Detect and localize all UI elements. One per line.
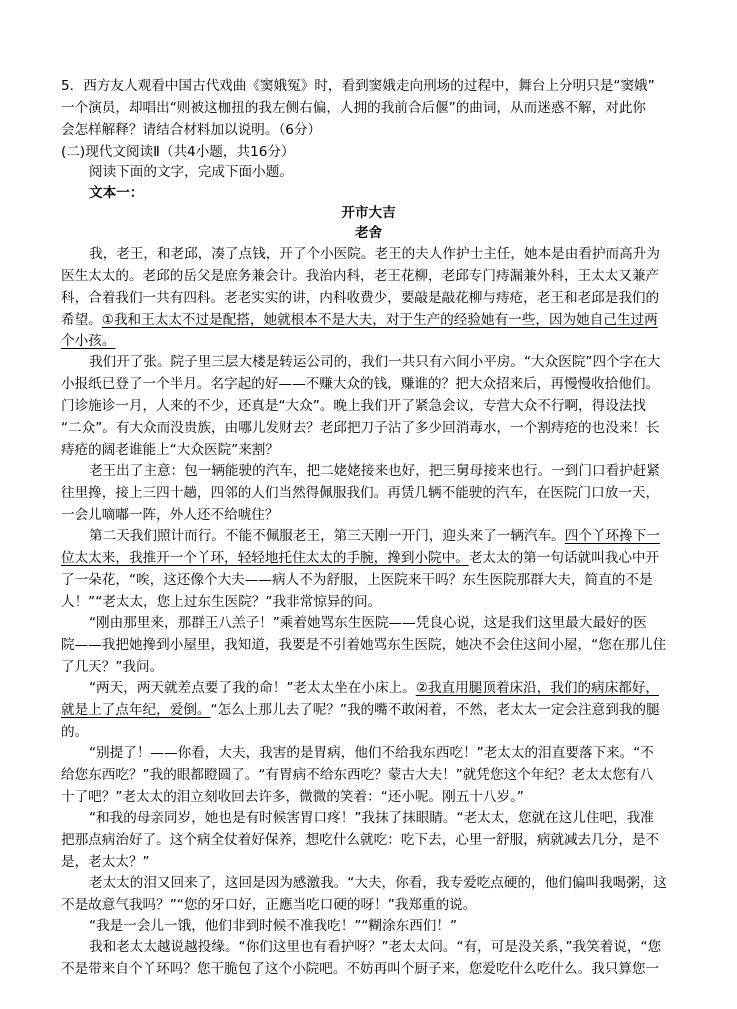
underlined-sentence-1: ①我和王太太不过是配搭，她就根本不是大夫，对于生产的经验她有一些，因为她自己生过两 [101,312,658,328]
paragraph-1-text: 希望。 [61,312,102,328]
paragraph-4-line-2 [61,548,659,569]
paragraph-5-line-3: 了几天？”我问。 [61,659,164,675]
paragraph-5-line-2: 院——我把她搀到小屋里，我知道，我要是不引着她骂东生医院，她决不会住这间小屋，“您在那儿住 [61,637,667,653]
paragraph-2-line-1: 我们开了张。院子里三层大楼是转运公司的，我们一共只有六间小平房。“大众医院”四个字在大 [89,354,661,370]
paragraph-1-line-1: 我，老王，和老邱，凑了点钱，开了个小医院。老王的夫人作护士主任，她本是由看护而高升为 [89,246,660,262]
question-5-line-2: 一个演员，却唱出“则被这枷扭的我左侧右偏，人拥的我前合后偃”的曲词，从而迷惑不解，对此你 [61,100,647,116]
paragraph-2-line-4: “二众”。有大众而没贵族，由哪儿发财去？老邱把刀子沾了多少回消毒水，一个割痔疮的也没来！长 [61,420,660,436]
paragraph-4-text: 第二天我们照计而行。不能不佩服老王，第三天刚一开门，迎头来了一辆汽车。 [89,528,565,544]
paragraph-7-line-2: 给您东西吃？”我的眼都瞪圆了。“有胃病不给东西吃？蒙古大夫！”就凭您这个年纪？老太太您有八 [61,767,654,783]
paragraph-7-line-3: 十了吧？”老太太的泪立刻收回去许多，微微的笑着：“还小呢。刚五十八岁。” [61,789,524,805]
article-author: 老舍 [354,225,383,241]
paragraph-2-line-2: 小报纸已登了一个半月。名字起的好——不赚大众的钱，赚谁的？把大众招来后，再慢慢收拾他们。 [61,376,660,392]
paragraph-9-line-1: 老太太的泪又回来了，这回是因为感激我。“大夫，你看，我专爱吃点硬的，他们偏叫我喝粥，这 [89,875,667,891]
paragraph-1-line-4 [61,310,658,331]
paragraph-4-text-2: 老太太的第一句话就叫我心中开 [468,550,660,566]
paragraph-1-line-3: 科，合着我们一共有四科。老老实实的讲，内科收费少，要敲是敲花柳与痔疮，老王和老邱是我们的 [61,290,660,306]
paragraph-4-line-3: 了一朵花，“唉，这还像个大夫——病人不为舒服，上医院来干吗？东生医院那群大夫，简直的不是 [61,572,653,588]
question-5-line-3: 会怎样解释？请结合材料加以说明。（6分） [61,122,322,138]
paragraph-8-line-3: 是，老太太？” [61,854,150,870]
underlined-phrase-a: 四个丫环搀下一 [564,528,660,544]
paragraph-6-line-1 [89,678,659,699]
paragraph-11-line-2: 不是带来自个丫环吗？您干脆包了这个小院吧。不妨再叫个厨子来，您爱吃什么吃什么。我只算您一 [61,961,660,977]
paragraph-4-line-1 [89,526,660,547]
paragraph-11-line-1: 我和老太太越说越投缘。“你们这里也有看护呀？”老太太问。“有，可是没关系，”我笑着说，“您 [89,939,662,955]
paragraph-9-line-2: 不是故意气我吗？”“您的牙口好，正應当吃口硬的呀！”我郑重的说。 [61,897,477,913]
paragraph-3-line-2: 往里搀，接上三四十趟，四邻的人们当然得佩服我们。再赁几辆不能驶的汽车，在医院门口放一天， [61,485,660,501]
article-title: 开市大吉 [341,205,396,221]
paragraph-6-line-2 [61,700,660,721]
paragraph-8-line-2: 把那点病治好了。这个病全仗着好保养，想吃什么就吃：吃下去，心里一舒服，病就减去几分，是不 [61,832,660,848]
underlined-phrase-a-end: 位太太来，我推开一个丫环，轻轻地托住太太的手腕，搀到小院中。 [61,550,469,566]
underlined-sentence-2: ②我直用腿顶着床沿，我们的病床都好， [415,680,660,696]
paragraph-5-line-1: “刚由那里来，那群王八羔子！”乘着她骂东生医院——凭良心说，这是我们这里最大最好的医 [89,615,647,631]
paragraph-3-line-3: 一会儿嘀嘟一阵，外人还不给唬住？ [61,507,279,523]
paragraph-3-line-1: 老王出了主意：包一辆能驶的汽车，把二姥姥接来也好，把三舅母接来也行。一到门口看护赶紧 [89,463,660,479]
paragraph-6-text: “两天，两天就差点要了我的命！”老太太坐在小床上。 [89,680,416,696]
underlined-sentence-1-end: 个小孩。 [61,333,116,349]
paragraph-1-line-2: 医生太太的。老邱的岳父是庶务兼会计。我治内科，老王花柳，老邱专门痔漏兼外科，王太太又兼产 [61,268,660,284]
paragraph-2-line-3: 门诊施诊一月，人来的不少，还真是“大众”。晚上我们开了紧急会议，专营大众不行啊，得设法找 [61,398,647,414]
paragraph-6-line-3: 的。 [61,724,89,740]
question-5-line-1: 5．西方友人观看中国古代戏曲《窦娥冤》时，看到窦娥走向刑场的过程中，舞台上分明只是“窦娥” [61,78,655,94]
section-heading: (二)现代文阅读Ⅱ（共4小题，共16分） [61,144,295,160]
paragraph-2-line-5: 痔疮的阔老谁能上“大众医院”来割？ [61,442,279,458]
paragraph-8-line-1: “和我的母亲同岁，她也是有时候害胃口疼！”我抹了抹眼睛。“老太太，您就在这儿住吧，我准 [89,810,654,826]
text-one-label: 文本一： [89,185,144,201]
instruction: 阅读下面的文字，完成下面小题。 [89,164,293,180]
paragraph-10-line-1: “我是一会儿一饿，他们非到时候不准我吃！”“糊涂东西们！” [89,918,458,934]
paragraph-6-text-2: “怎么上那儿去了呢？”我的嘴不敢闲着，不然，老太太一定会注意到我的腿 [210,702,660,718]
paragraph-4-line-4: 人！”“老太太，您上过东生医院？”我非常惊异的问。 [61,594,382,610]
paragraph-7-line-1: “别提了！——你看，大夫，我害的是胃病，他们不给我东西吃！”老太太的泪直要落下来。“不 [89,745,654,761]
underlined-sentence-2-end: 就是上了点年纪，爱倒。 [61,702,211,718]
